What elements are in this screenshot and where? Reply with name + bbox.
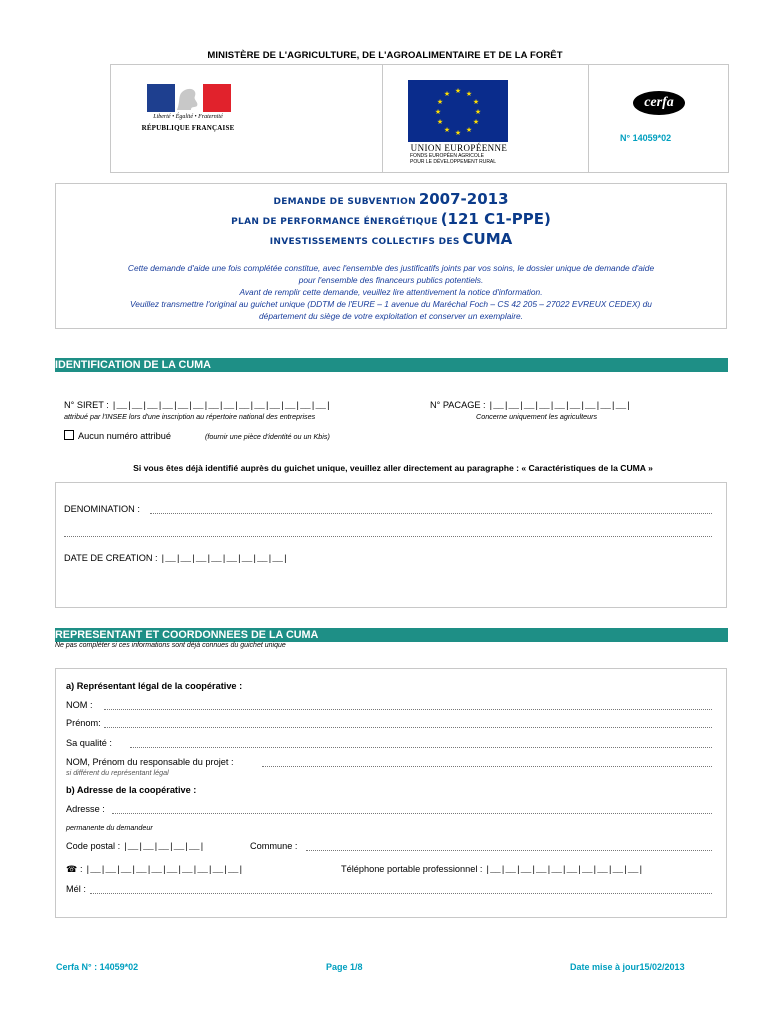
no-number-note: (fournir une pièce d'identité ou un Kbis): [205, 432, 330, 441]
nom-label: NOM :: [66, 700, 93, 710]
svg-text:★: ★: [443, 90, 451, 98]
prenom-label: Prénom:: [66, 718, 101, 728]
already-identified-note: Si vous êtes déjà identifié auprès du guichet unique, veuillez aller directement au paragraphe : « Caractéristiques de la CUMA »: [133, 463, 653, 473]
cerfa-number: N° 14059*02: [620, 133, 672, 143]
svg-text:★: ★: [474, 108, 482, 116]
svg-text:★: ★: [436, 118, 444, 126]
eu-flag-icon: [408, 80, 508, 142]
pacage-field[interactable]: |__|__|__|__|__|__|__|__|__|: [488, 401, 631, 411]
eu-fund-line2: POUR LE DÉVELOPPEMENT RURAL: [410, 159, 497, 165]
title-line-2-code: (121 C1-PPE): [440, 210, 551, 228]
mobile-label: Téléphone portable professionnel :: [341, 864, 483, 874]
svg-text:★: ★: [465, 90, 473, 98]
representant-note: Ne pas compléter si ces informations sont déjà connues du guichet unique: [55, 642, 286, 649]
pacage-note: Concerne uniquement les agriculteurs: [476, 412, 598, 421]
responsable-note: si différent du représentant légal: [66, 768, 169, 777]
svg-text:★: ★: [436, 98, 444, 106]
no-number-label: Aucun numéro attribué: [78, 431, 171, 441]
eu-name: UNION EUROPÉENNE: [410, 143, 508, 153]
representant-b-title: b) Adresse de la coopérative :: [66, 785, 197, 795]
marianne-motto: Liberté • Égalité • Fraternité: [153, 114, 223, 120]
intro-line-1: Cette demande d'aide une fois complétée constitue, avec l'ensemble des justificatifs joints par vos soins, le dossier unique de demande d'aide: [127, 263, 655, 273]
section-identification-heading: IDENTIFICATION DE LA CUMA: [55, 358, 728, 372]
qualite-label: Sa qualité :: [66, 738, 112, 748]
denomination-field[interactable]: [150, 513, 712, 514]
pacage-label: N° PACAGE :: [430, 400, 486, 410]
title-line-1: [56, 190, 726, 208]
cp-label: Code postal :: [66, 841, 121, 851]
svg-text:★: ★: [454, 129, 462, 137]
title-line-1-year: 2007-2013: [418, 190, 509, 208]
commune-label: Commune :: [250, 841, 298, 851]
mel-label: Mél :: [66, 884, 86, 894]
adresse-note: permanente du demandeur: [66, 823, 153, 832]
title-line-3-text: INVESTISSEMENTS COLLECTIFS DES: [269, 237, 460, 247]
no-number-checkbox[interactable]: [64, 430, 74, 440]
adresse-field[interactable]: [112, 813, 712, 814]
mel-field[interactable]: [90, 893, 712, 894]
commune-field[interactable]: [306, 850, 712, 851]
marianne-logo: [135, 80, 241, 140]
creation-row: [64, 553, 288, 564]
responsable-field[interactable]: [262, 766, 712, 767]
denomination-field-line2[interactable]: [64, 536, 712, 537]
tel-row: [66, 864, 243, 875]
eu-fund: [410, 153, 510, 165]
svg-text:★: ★: [454, 87, 462, 95]
title-line-3-cuma: CUMA: [462, 230, 513, 248]
svg-text:★: ★: [465, 126, 473, 134]
footer-date: Date mise à jour15/02/2013: [570, 962, 685, 972]
title-line-2: [56, 210, 726, 228]
ministry-title: MINISTÈRE DE L'AGRICULTURE, DE L'AGROALIMENTAIRE ET DE LA FORÊT: [207, 50, 563, 61]
intro-line-4: Veuillez transmettre l'original au guichet unique (DDTM de l'EURE – 1 avenue du Maréchal Foch – CS 42 205 – 27022 EVREUX CEDEX) du: [130, 299, 652, 309]
denomination-label: DENOMINATION :: [64, 504, 140, 514]
prenom-field[interactable]: [104, 727, 712, 728]
qualite-field[interactable]: [130, 747, 712, 748]
representant-a-title: a) Représentant légal de la coopérative :: [66, 681, 243, 691]
svg-text:★: ★: [472, 118, 480, 126]
intro-line-3: Avant de remplir cette demande, veuillez lire attentivement la notice d'information.: [239, 287, 543, 297]
cerfa-logo: cerfa: [633, 91, 685, 115]
creation-label: DATE DE CREATION :: [64, 553, 158, 563]
tricolor-flag-icon: [147, 84, 231, 112]
mobile-field[interactable]: |__|__|__|__|__|__|__|__|__|__|: [485, 865, 644, 875]
eu-fund-line1: FONDS EUROPÉEN AGRICOLE: [410, 153, 484, 159]
siret-note: attribué par l'INSEE lors d'une inscription au répertoire national des entreprises: [64, 412, 316, 421]
no-number-row: [64, 430, 171, 441]
title-line-2-text: PLAN DE PERFORMANCE ÉNERGÉTIQUE: [231, 217, 438, 227]
svg-text:★: ★: [472, 98, 480, 106]
mobile-row: [341, 864, 643, 875]
title-line-1-text: DEMANDE DE SUBVENTION: [273, 197, 416, 207]
cp-row: [66, 841, 204, 852]
siret-field[interactable]: |__|__|__|__|__|__|__|__|__|__|__|__|__|__|: [111, 401, 331, 411]
phone-icon: ☎ :: [66, 864, 83, 874]
title-box: [55, 183, 727, 329]
pacage-row: [430, 400, 631, 411]
title-line-3: [56, 230, 726, 248]
svg-text:★: ★: [443, 126, 451, 134]
intro-line-2: pour l'ensemble des financeurs publics potentiels.: [298, 275, 484, 285]
intro-text: [56, 262, 726, 322]
siret-row: [64, 400, 331, 411]
intro-line-5: département du siège de votre exploitation et conserver un exemplaire.: [259, 311, 523, 321]
responsable-label: NOM, Prénom du responsable du projet :: [66, 757, 234, 767]
siret-label: N° SIRET :: [64, 400, 109, 410]
svg-text:★: ★: [434, 108, 442, 116]
cp-field[interactable]: |__|__|__|__|__|: [122, 842, 205, 852]
marianne-country: RÉPUBLIQUE FRANÇAISE: [141, 124, 235, 132]
creation-date-field[interactable]: |__|__|__|__|__|__|__|__|: [160, 554, 288, 564]
section-representant-heading: REPRESENTANT ET COORDONNEES DE LA CUMA: [55, 628, 728, 642]
denomination-box: [55, 482, 727, 608]
footer-cerfa: Cerfa N° : 14059*02: [56, 962, 139, 972]
tel-field[interactable]: |__|__|__|__|__|__|__|__|__|__|: [85, 865, 244, 875]
footer-page: Page 1/8: [326, 962, 363, 972]
adresse-label: Adresse :: [66, 804, 105, 814]
nom-field[interactable]: [104, 709, 712, 710]
